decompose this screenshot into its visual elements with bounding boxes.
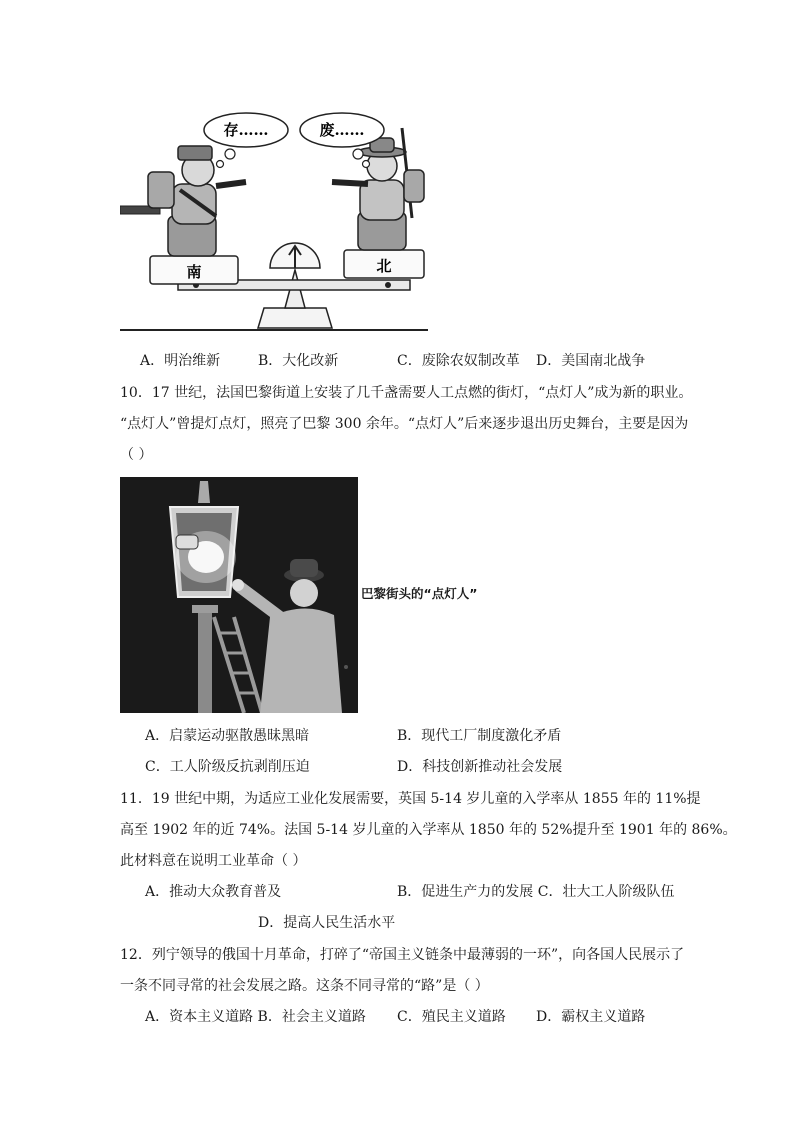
q11-stem-line-1: 11．19 世纪中期，为适应工业化发展需要，英国 5-14 岁儿童的入学率从 1855 年的 11%提 [120,791,701,807]
lamplighter-photo [120,477,358,713]
q11-option-b-c: B．促进生产力的发展 C．壮大工人阶级队伍 [397,884,675,900]
q10-stem-line-3: （ ） [120,447,153,463]
right-bubble-text: 废…… [319,121,365,139]
q9-option-a: A．明治维新 [140,353,221,369]
q10-stem-line-1: 10．17 世纪，法国巴黎街道上安装了几千盏需要人工点燃的街灯，“点灯人”成为新的职业。 [120,385,693,401]
cartoon-illustration [120,108,428,334]
right-pan-label: 北 [376,257,392,275]
q12-option-c: C．殖民主义道路 [397,1009,506,1025]
q10-stem-line-2: “点灯人”曾提灯点灯，照亮了巴黎 300 余年。“点灯人”后来逐步退出历史舞台，主要是因为 [120,416,689,432]
q12-stem-line-1: 12．列宁领导的俄国十月革命，打碎了“帝国主义链条中最薄弱的一环”，向各国人民展示了 [120,947,685,963]
q9-option-b: B．大化改新 [258,353,339,369]
q10-option-a: A．启蒙运动驱散愚昧黑暗 [145,728,310,744]
q11-stem-line-3: 此材料意在说明工业革命（ ） [120,853,307,869]
q12-option-a-b: A．资本主义道路 B．社会主义道路 [145,1009,366,1025]
q12-option-d: D．霸权主义道路 [536,1009,646,1025]
q11-option-d: D．提高人民生活水平 [258,915,396,931]
q11-stem-line-2: 高至 1902 年的近 74%。法国 5-14 岁儿童的入学率从 1850 年的 52%提升至 1901 年的 86%。 [120,822,737,838]
q9-option-c: C．废除农奴制改革 [397,353,520,369]
q10-option-c: C．工人阶级反抗剥削压迫 [145,759,310,775]
left-bubble-text: 存…… [223,121,269,139]
left-pan-label: 南 [186,263,202,281]
q11-option-a: A．推动大众教育普及 [145,884,282,900]
southern-soldier [120,146,246,256]
q10-option-d: D．科技创新推动社会发展 [397,759,563,775]
q10-option-b: B．现代工厂制度激化矛盾 [397,728,562,744]
q9-option-d: D．美国南北战争 [536,353,646,369]
photo-caption: 巴黎街头的“点灯人” [361,586,478,601]
q12-stem-line-2: 一条不同寻常的社会发展之路。这条不同寻常的“路”是（ ） [120,978,489,994]
